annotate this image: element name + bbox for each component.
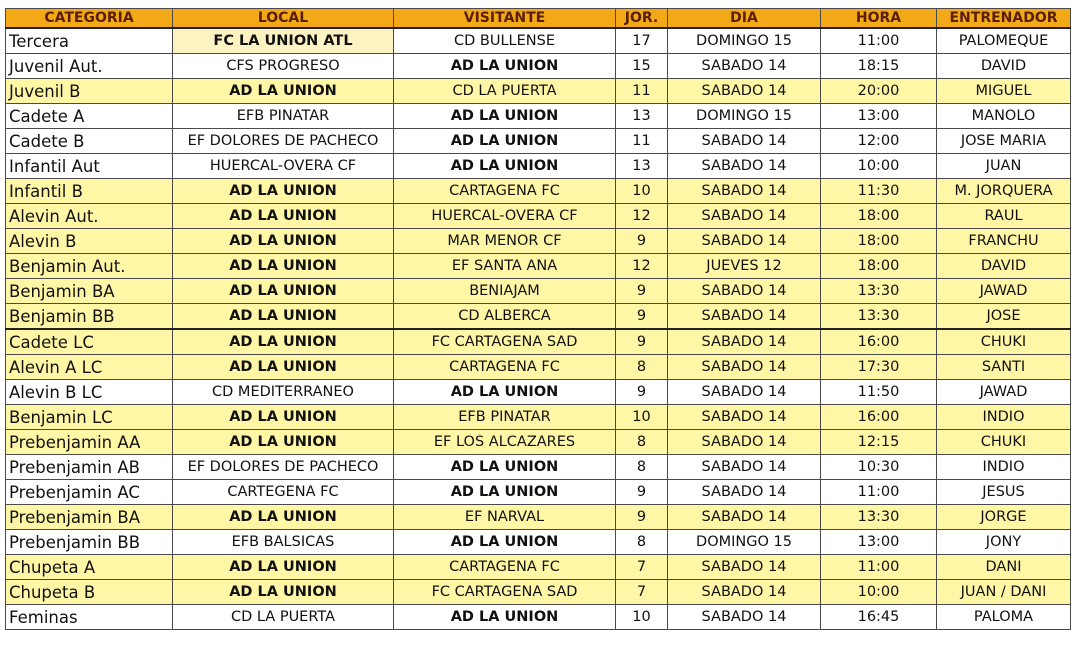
table-row <box>6 204 1071 229</box>
cell-local: AD LA UNION <box>173 555 394 580</box>
table-row <box>6 304 1071 330</box>
cell-visitante: AD LA UNION <box>394 530 616 555</box>
cell-jornada: 8 <box>616 430 668 455</box>
cell-entrenador: MIGUEL <box>937 79 1071 104</box>
cell-categoria: Prebenjamin AB <box>6 455 173 480</box>
cell-local: CD LA PUERTA <box>173 605 394 630</box>
cell-categoria: Prebenjamin AA <box>6 430 173 455</box>
cell-categoria: Alevin B LC <box>6 380 173 405</box>
cell-local: AD LA UNION <box>173 229 394 254</box>
cell-categoria: Juvenil B <box>6 79 173 104</box>
cell-visitante: BENIAJAM <box>394 279 616 304</box>
cell-visitante: AD LA UNION <box>394 380 616 405</box>
cell-dia: SABADO 14 <box>668 380 821 405</box>
cell-categoria: Chupeta A <box>6 555 173 580</box>
cell-local: AD LA UNION <box>173 304 394 330</box>
cell-hora: 10:00 <box>821 580 937 605</box>
cell-visitante: HUERCAL-OVERA CF <box>394 204 616 229</box>
cell-dia: SABADO 14 <box>668 54 821 79</box>
cell-entrenador: JUAN / DANI <box>937 580 1071 605</box>
cell-categoria: Prebenjamin AC <box>6 480 173 505</box>
cell-jornada: 7 <box>616 555 668 580</box>
cell-hora: 18:00 <box>821 229 937 254</box>
cell-categoria: Cadete LC <box>6 329 173 355</box>
cell-entrenador: JUAN <box>937 154 1071 179</box>
cell-categoria: Prebenjamin BB <box>6 530 173 555</box>
table-row <box>6 54 1071 79</box>
cell-categoria: Alevin Aut. <box>6 204 173 229</box>
cell-local: AD LA UNION <box>173 430 394 455</box>
cell-entrenador: JONY <box>937 530 1071 555</box>
cell-local: HUERCAL-OVERA CF <box>173 154 394 179</box>
header-jornada: JOR. <box>616 9 668 29</box>
cell-dia: SABADO 14 <box>668 129 821 154</box>
table-row <box>6 329 1071 355</box>
cell-hora: 12:15 <box>821 430 937 455</box>
cell-visitante: FC CARTAGENA SAD <box>394 580 616 605</box>
cell-entrenador: DANI <box>937 555 1071 580</box>
cell-hora: 11:30 <box>821 179 937 204</box>
cell-hora: 16:45 <box>821 605 937 630</box>
cell-categoria: Cadete B <box>6 129 173 154</box>
cell-hora: 10:00 <box>821 154 937 179</box>
cell-dia: SABADO 14 <box>668 304 821 330</box>
cell-dia: SABADO 14 <box>668 279 821 304</box>
cell-jornada: 9 <box>616 229 668 254</box>
cell-jornada: 9 <box>616 505 668 530</box>
table-row <box>6 179 1071 204</box>
cell-visitante: AD LA UNION <box>394 154 616 179</box>
cell-categoria: Benjamin LC <box>6 405 173 430</box>
table-row <box>6 580 1071 605</box>
cell-dia: SABADO 14 <box>668 179 821 204</box>
cell-categoria: Alevin B <box>6 229 173 254</box>
cell-local: AD LA UNION <box>173 329 394 355</box>
cell-jornada: 11 <box>616 79 668 104</box>
table-row <box>6 555 1071 580</box>
cell-visitante: CD ALBERCA <box>394 304 616 330</box>
cell-dia: SABADO 14 <box>668 455 821 480</box>
cell-jornada: 9 <box>616 304 668 330</box>
table-row <box>6 154 1071 179</box>
header-row <box>6 9 1071 29</box>
header-hora: HORA <box>821 9 937 29</box>
cell-hora: 10:30 <box>821 455 937 480</box>
cell-hora: 18:15 <box>821 54 937 79</box>
table-row <box>6 530 1071 555</box>
cell-local: FC LA UNION ATL <box>173 28 394 54</box>
cell-dia: SABADO 14 <box>668 555 821 580</box>
cell-local: EFB PINATAR <box>173 104 394 129</box>
cell-hora: 13:00 <box>821 530 937 555</box>
cell-dia: SABADO 14 <box>668 154 821 179</box>
cell-local: EF DOLORES DE PACHECO <box>173 455 394 480</box>
cell-hora: 16:00 <box>821 329 937 355</box>
cell-hora: 20:00 <box>821 79 937 104</box>
cell-jornada: 9 <box>616 480 668 505</box>
cell-categoria: Benjamin BB <box>6 304 173 330</box>
cell-dia: SABADO 14 <box>668 580 821 605</box>
cell-dia: SABADO 14 <box>668 355 821 380</box>
cell-local: AD LA UNION <box>173 580 394 605</box>
cell-dia: SABADO 14 <box>668 329 821 355</box>
table-row <box>6 355 1071 380</box>
cell-visitante: AD LA UNION <box>394 455 616 480</box>
cell-hora: 13:30 <box>821 505 937 530</box>
cell-hora: 16:00 <box>821 405 937 430</box>
cell-local: AD LA UNION <box>173 79 394 104</box>
header-categoria: CATEGORIA <box>6 9 173 29</box>
cell-dia: SABADO 14 <box>668 505 821 530</box>
cell-entrenador: CHUKI <box>937 430 1071 455</box>
cell-entrenador: JAWAD <box>937 380 1071 405</box>
table-row <box>6 480 1071 505</box>
cell-dia: JUEVES 12 <box>668 254 821 279</box>
cell-local: AD LA UNION <box>173 204 394 229</box>
cell-entrenador: RAUL <box>937 204 1071 229</box>
cell-categoria: Alevin A LC <box>6 355 173 380</box>
cell-local: AD LA UNION <box>173 254 394 279</box>
cell-jornada: 8 <box>616 355 668 380</box>
cell-entrenador: CHUKI <box>937 329 1071 355</box>
cell-entrenador: DAVID <box>937 54 1071 79</box>
table-row <box>6 279 1071 304</box>
cell-visitante: CD BULLENSE <box>394 28 616 54</box>
header-visitante: VISITANTE <box>394 9 616 29</box>
cell-jornada: 17 <box>616 28 668 54</box>
cell-visitante: EF LOS ALCAZARES <box>394 430 616 455</box>
header-entrenador: ENTRENADOR <box>937 9 1071 29</box>
cell-hora: 11:50 <box>821 380 937 405</box>
cell-jornada: 9 <box>616 380 668 405</box>
cell-local: AD LA UNION <box>173 505 394 530</box>
cell-jornada: 7 <box>616 580 668 605</box>
cell-jornada: 10 <box>616 179 668 204</box>
cell-local: EFB BALSICAS <box>173 530 394 555</box>
cell-categoria: Feminas <box>6 605 173 630</box>
cell-jornada: 9 <box>616 329 668 355</box>
cell-local: AD LA UNION <box>173 355 394 380</box>
table-row <box>6 104 1071 129</box>
cell-visitante: EF SANTA ANA <box>394 254 616 279</box>
cell-hora: 11:00 <box>821 480 937 505</box>
cell-visitante: AD LA UNION <box>394 54 616 79</box>
cell-entrenador: JORGE <box>937 505 1071 530</box>
cell-categoria: Tercera <box>6 28 173 54</box>
cell-categoria: Infantil B <box>6 179 173 204</box>
cell-jornada: 12 <box>616 254 668 279</box>
cell-dia: DOMINGO 15 <box>668 530 821 555</box>
cell-jornada: 13 <box>616 154 668 179</box>
table-row <box>6 79 1071 104</box>
cell-visitante: CARTAGENA FC <box>394 555 616 580</box>
cell-visitante: FC CARTAGENA SAD <box>394 329 616 355</box>
cell-entrenador: M. JORQUERA <box>937 179 1071 204</box>
cell-visitante: CARTAGENA FC <box>394 179 616 204</box>
cell-jornada: 10 <box>616 605 668 630</box>
cell-jornada: 9 <box>616 279 668 304</box>
header-local: LOCAL <box>173 9 394 29</box>
cell-jornada: 12 <box>616 204 668 229</box>
header-dia: DIA <box>668 9 821 29</box>
cell-dia: DOMINGO 15 <box>668 28 821 54</box>
cell-entrenador: MANOLO <box>937 104 1071 129</box>
cell-dia: SABADO 14 <box>668 480 821 505</box>
cell-local: AD LA UNION <box>173 179 394 204</box>
cell-dia: SABADO 14 <box>668 430 821 455</box>
cell-categoria: Juvenil Aut. <box>6 54 173 79</box>
cell-hora: 13:00 <box>821 104 937 129</box>
cell-jornada: 13 <box>616 104 668 129</box>
cell-entrenador: JAWAD <box>937 279 1071 304</box>
cell-entrenador: JOSE <box>937 304 1071 330</box>
cell-entrenador: INDIO <box>937 455 1071 480</box>
cell-jornada: 11 <box>616 129 668 154</box>
cell-local: CARTEGENA FC <box>173 480 394 505</box>
table-row <box>6 129 1071 154</box>
cell-jornada: 15 <box>616 54 668 79</box>
cell-local: CD MEDITERRANEO <box>173 380 394 405</box>
cell-dia: DOMINGO 15 <box>668 104 821 129</box>
cell-hora: 18:00 <box>821 254 937 279</box>
cell-visitante: AD LA UNION <box>394 605 616 630</box>
table-row <box>6 430 1071 455</box>
cell-hora: 12:00 <box>821 129 937 154</box>
cell-visitante: EF NARVAL <box>394 505 616 530</box>
cell-visitante: EFB PINATAR <box>394 405 616 430</box>
cell-categoria: Cadete A <box>6 104 173 129</box>
cell-visitante: AD LA UNION <box>394 480 616 505</box>
cell-hora: 13:30 <box>821 304 937 330</box>
cell-entrenador: SANTI <box>937 355 1071 380</box>
cell-hora: 11:00 <box>821 28 937 54</box>
table-row <box>6 405 1071 430</box>
cell-dia: SABADO 14 <box>668 405 821 430</box>
table-row <box>6 254 1071 279</box>
table-row <box>6 229 1071 254</box>
schedule-table <box>5 8 1071 630</box>
cell-entrenador: PALOMA <box>937 605 1071 630</box>
cell-jornada: 8 <box>616 455 668 480</box>
cell-jornada: 8 <box>616 530 668 555</box>
cell-dia: SABADO 14 <box>668 605 821 630</box>
cell-dia: SABADO 14 <box>668 204 821 229</box>
table-row <box>6 28 1071 54</box>
cell-visitante: MAR MENOR CF <box>394 229 616 254</box>
cell-entrenador: FRANCHU <box>937 229 1071 254</box>
table-row <box>6 455 1071 480</box>
cell-visitante: CD LA PUERTA <box>394 79 616 104</box>
cell-local: AD LA UNION <box>173 279 394 304</box>
cell-categoria: Chupeta B <box>6 580 173 605</box>
cell-hora: 11:00 <box>821 555 937 580</box>
cell-jornada: 10 <box>616 405 668 430</box>
cell-categoria: Benjamin Aut. <box>6 254 173 279</box>
cell-categoria: Benjamin BA <box>6 279 173 304</box>
cell-entrenador: DAVID <box>937 254 1071 279</box>
table-row <box>6 505 1071 530</box>
table-row <box>6 380 1071 405</box>
cell-hora: 18:00 <box>821 204 937 229</box>
cell-entrenador: JESUS <box>937 480 1071 505</box>
cell-visitante: AD LA UNION <box>394 129 616 154</box>
cell-categoria: Infantil Aut <box>6 154 173 179</box>
cell-hora: 17:30 <box>821 355 937 380</box>
cell-local: EF DOLORES DE PACHECO <box>173 129 394 154</box>
cell-entrenador: PALOMEQUE <box>937 28 1071 54</box>
cell-visitante: CARTAGENA FC <box>394 355 616 380</box>
cell-categoria: Prebenjamin BA <box>6 505 173 530</box>
cell-local: CFS PROGRESO <box>173 54 394 79</box>
table-row <box>6 605 1071 630</box>
cell-hora: 13:30 <box>821 279 937 304</box>
cell-entrenador: JOSE MARIA <box>937 129 1071 154</box>
cell-dia: SABADO 14 <box>668 229 821 254</box>
cell-dia: SABADO 14 <box>668 79 821 104</box>
cell-entrenador: INDIO <box>937 405 1071 430</box>
cell-local: AD LA UNION <box>173 405 394 430</box>
cell-visitante: AD LA UNION <box>394 104 616 129</box>
